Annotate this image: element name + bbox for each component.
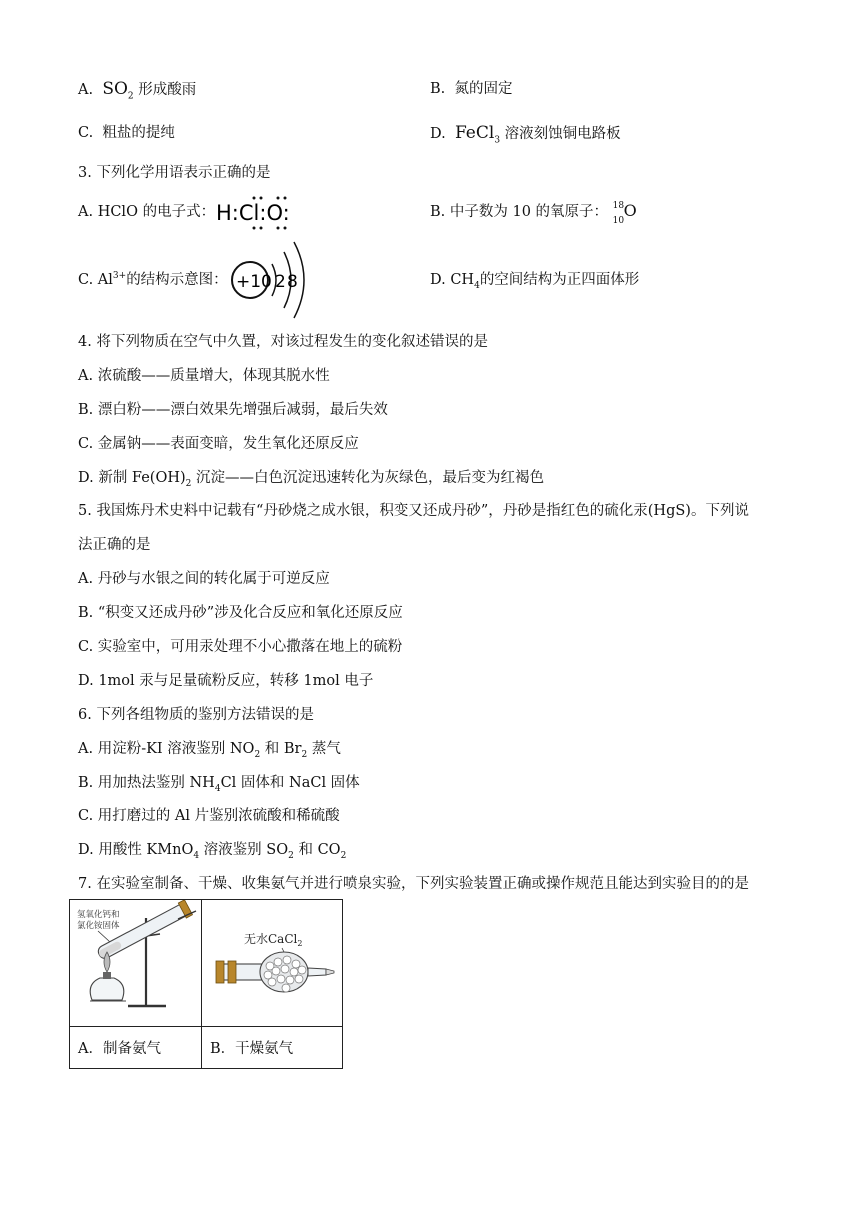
q7-stem: 7. 在实验室制备、干燥、收集氨气并进行喷泉实验，下列实验装置正确或操作规范且能达到实验目的的是 xyxy=(78,876,749,892)
formula-fecl3: FeCl$_3$ xyxy=(454,123,501,146)
q6-option-a: A. 用淀粉-KI 溶液鉴别 $NO_2$ 和 $Br_2$ 蒸气 xyxy=(78,741,341,760)
q2-option-b: B. 氮的固定 xyxy=(430,81,513,97)
q5-stem-line1: 5. 我国炼丹术史料中记载有“丹砂烧之成水银，积变又还成丹砂”，丹砂是指红色的硫化汞(HgS)。下列说 xyxy=(78,503,749,519)
q2-option-d: D. FeCl$_3$ 溶液刻蚀铜电路板 xyxy=(430,123,621,146)
q3-option-b: B. 中子数为 10 的氧原子： 18 10 O xyxy=(430,203,643,221)
q4-option-b: B. 漂白粉——漂白效果先增强后减弱，最后失效 xyxy=(78,402,388,418)
q2-option-a: A. $SO_2$ 形成酸雨 xyxy=(78,79,197,102)
q4-option-a: A. 浓硫酸——质量增大，体现其脱水性 xyxy=(78,368,330,384)
q4-stem: 4. 将下列物质在空气中久置，对该过程发生的变化叙述错误的是 xyxy=(78,334,488,350)
hclo-electron-formula xyxy=(212,190,308,232)
q5-option-c: C. 实验室中，可用汞处理不小心撒落在地上的硫粉 xyxy=(78,639,403,655)
svg-text:2: 2 xyxy=(275,272,286,292)
stopper-right xyxy=(228,961,236,983)
svg-text:氯化铵固体: 氯化铵固体 xyxy=(77,921,120,931)
q5-option-d: D. 1mol 汞与足量硫粉反应，转移 1mol 电子 xyxy=(78,673,374,689)
q6-option-c: C. 用打磨过的 Al 片鉴别浓硫酸和稀硫酸 xyxy=(78,808,340,824)
svg-text:+10: +10 xyxy=(236,272,272,292)
q4-option-c: C. 金属钠——表面变暗，发生氧化还原反应 xyxy=(78,436,359,452)
al-ion-structure-diagram xyxy=(228,240,310,320)
q6-option-d: D. 用酸性 KMnO$_4$ 溶液鉴别 $SO_2$ 和 $CO_2$ xyxy=(78,842,347,861)
drying-tube-apparatus xyxy=(202,900,342,1026)
stopper-left xyxy=(216,961,224,983)
q5-option-a: A. 丹砂与水银之间的转化属于可逆反应 xyxy=(78,571,330,587)
q3-option-d: D. $CH_4$的空间结构为正四面体形 xyxy=(430,272,640,291)
alcohol-lamp xyxy=(90,978,124,1000)
svg-text:无水CaCl2: 无水CaCl$_2$ xyxy=(244,932,303,948)
ammonia-preparation-apparatus xyxy=(70,900,201,1026)
q4-option-d: D. 新制 $Fe(OH)_2$ 沉淀——白色沉淀迅速转化为灰绿色，最后变为红褐色 xyxy=(78,470,544,489)
formula-so2: $SO_2$ xyxy=(102,79,134,102)
svg-text:H:Cl:O:: H:Cl:O: xyxy=(216,201,290,225)
q6-option-b: B. 用加热法鉴别 $NH_4Cl$ 固体和 NaCl 固体 xyxy=(78,775,360,794)
q5-stem-line2: 法正确的是 xyxy=(78,537,151,553)
apparatus-label-b: B．干燥氨气 xyxy=(202,1027,343,1069)
q7-apparatus-table xyxy=(69,899,343,1069)
apparatus-cell-b xyxy=(202,900,343,1027)
q6-stem: 6. 下列各组物质的鉴别方法错误的是 xyxy=(78,707,314,723)
svg-text:氢氧化钙和: 氢氧化钙和 xyxy=(77,910,120,920)
oxygen-nuclide: 18 10 O xyxy=(612,201,637,226)
q3-option-a: A. HClO 的电子式： xyxy=(78,204,216,220)
q2-option-c: C. 粗盐的提纯 xyxy=(78,125,175,141)
apparatus-label-a: A．制备氨气 xyxy=(70,1027,202,1069)
svg-text:8: 8 xyxy=(287,272,298,292)
q3-option-c: C. $Al^{3+}$的结构示意图： xyxy=(78,271,228,288)
q5-option-b: B. “积变又还成丹砂”涉及化合反应和氧化还原反应 xyxy=(78,605,403,621)
apparatus-cell-a xyxy=(70,900,202,1027)
q3-stem: 3. 下列化学用语表示正确的是 xyxy=(78,165,271,181)
